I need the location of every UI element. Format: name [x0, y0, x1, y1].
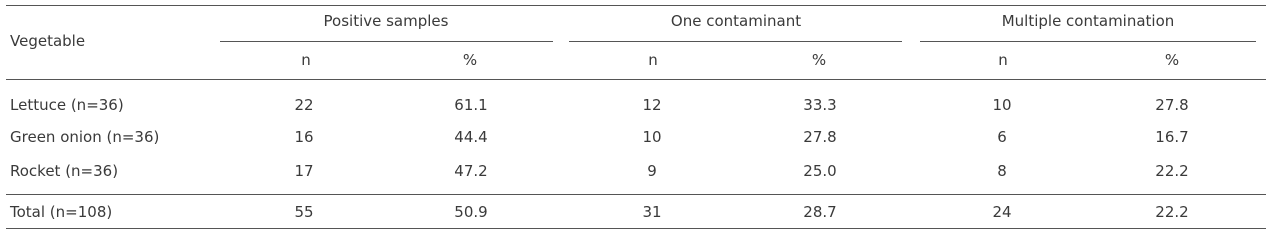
- group-header-multiple-contamination: Multiple contamination: [1001, 12, 1175, 30]
- total-label: Total (n=108): [10, 203, 113, 221]
- table-cell: 61.1: [454, 96, 488, 114]
- table-cell: 9: [647, 162, 657, 180]
- group-underline-positive: [220, 41, 553, 42]
- table-cell: 44.4: [454, 128, 488, 146]
- total-cell: 22.2: [1155, 203, 1189, 221]
- group-underline-one: [569, 41, 902, 42]
- bottom-rule: [6, 228, 1266, 229]
- row-label: Lettuce (n=36): [10, 96, 124, 114]
- subheader-n: n: [998, 51, 1008, 69]
- total-cell: 24: [992, 203, 1012, 221]
- total-cell: 50.9: [454, 203, 488, 221]
- table-cell: 25.0: [803, 162, 837, 180]
- total-cell: 31: [642, 203, 662, 221]
- subheader-percent: %: [811, 51, 827, 69]
- table-cell: 27.8: [1155, 96, 1189, 114]
- total-separator-rule: [6, 194, 1266, 195]
- total-cell: 28.7: [803, 203, 837, 221]
- subheader-n: n: [301, 51, 311, 69]
- group-header-positive-samples: Positive samples: [323, 12, 449, 30]
- subheader-percent: %: [1164, 51, 1180, 69]
- table-cell: 6: [997, 128, 1007, 146]
- group-header-one-contaminant: One contaminant: [670, 12, 802, 30]
- table-cell: 27.8: [803, 128, 837, 146]
- header-bottom-rule: [6, 79, 1266, 80]
- table-cell: 47.2: [454, 162, 488, 180]
- table-cell: 16: [294, 128, 314, 146]
- row-label: Green onion (n=36): [10, 128, 160, 146]
- table-cell: 33.3: [803, 96, 837, 114]
- group-underline-multiple: [920, 41, 1256, 42]
- table-cell: 16.7: [1155, 128, 1189, 146]
- table-cell: 12: [642, 96, 662, 114]
- table-cell: 8: [997, 162, 1007, 180]
- table-cell: 22.2: [1155, 162, 1189, 180]
- row-label: Rocket (n=36): [10, 162, 119, 180]
- subheader-percent: %: [462, 51, 478, 69]
- top-rule: [6, 5, 1266, 6]
- row-header-label: Vegetable: [10, 32, 86, 50]
- table-cell: 22: [294, 96, 314, 114]
- table-cell: 10: [642, 128, 662, 146]
- total-cell: 55: [294, 203, 314, 221]
- subheader-n: n: [648, 51, 658, 69]
- table-cell: 10: [992, 96, 1012, 114]
- table-cell: 17: [294, 162, 314, 180]
